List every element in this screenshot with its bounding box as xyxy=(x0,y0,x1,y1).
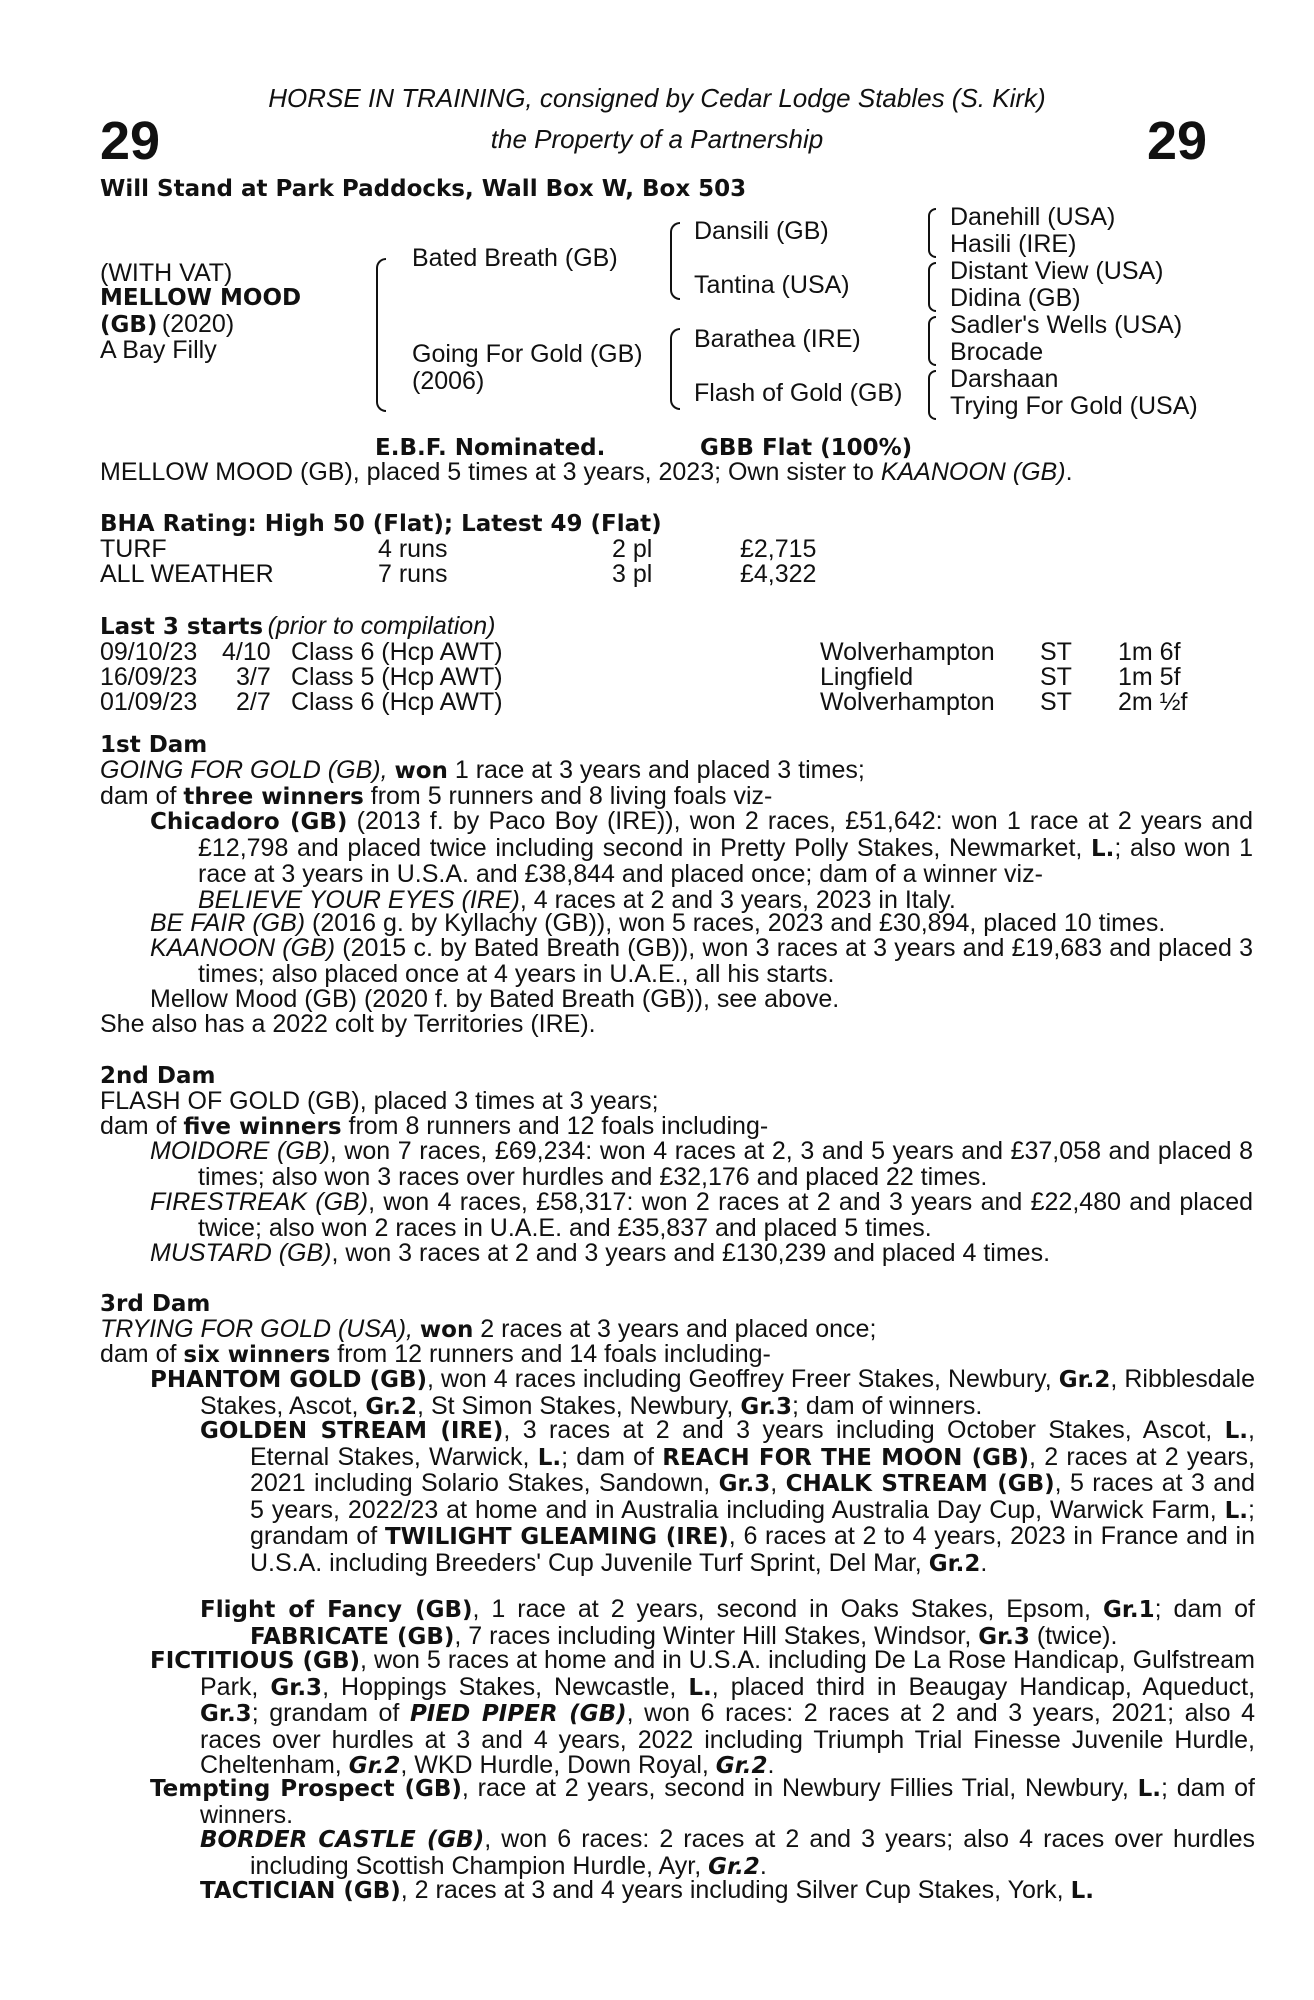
produce-record: , 2 races at 3 and 4 years including Silver Cup Stakes, York, xyxy=(400,1876,1071,1904)
produce-record: , Ribblesdale Stakes, Ascot, xyxy=(200,1365,1255,1420)
grade: L. xyxy=(688,1674,712,1701)
grade: Gr.3 xyxy=(270,1674,323,1701)
lot-number-right: 29 xyxy=(1147,111,1208,171)
produce-record: , won 6 races: 2 races at 2 and 3 years; also 4 races over hurdles including Scottish Champion Hurdle, Ayr, xyxy=(250,1825,1255,1880)
produce-name: MOIDORE (GB) xyxy=(150,1137,330,1165)
produce-moidore xyxy=(150,1139,1253,1190)
produce-border-castle xyxy=(200,1827,1255,1880)
pedigree-ds: Barathea (IRE) xyxy=(694,325,861,353)
third-dam-name: TRYING FOR GOLD (USA), xyxy=(100,1315,420,1343)
pedigree-sire: Bated Breath (GB) xyxy=(412,244,618,272)
start-distance: 2m ½f xyxy=(1118,688,1188,716)
pedigree-sss: Danehill (USA) xyxy=(950,203,1116,231)
pedigree-dss: Sadler's Wells (USA) xyxy=(950,311,1183,339)
produce-name: FIRESTREAK (GB) xyxy=(150,1188,369,1216)
pedigree-dam: Going For Gold (GB) xyxy=(412,340,643,368)
rating-runs: 4 runs xyxy=(378,535,448,563)
produce-mellow-mood: Mellow Mood (GB) (2020 f. by Bated Breath (GB)), see above. xyxy=(150,985,840,1013)
pedigree-dsd: Brocade xyxy=(950,338,1044,366)
second-dam-heading: 2nd Dam xyxy=(100,1063,216,1089)
pedigree-dd: Flash of Gold (GB) xyxy=(694,379,903,407)
produce-record: . xyxy=(980,1548,988,1577)
produce-name: Flight of Fancy (GB) xyxy=(200,1597,473,1623)
produce-name: BE FAIR (GB) xyxy=(150,909,306,937)
produce-record: , won 5 races at home and in U.S.A. including De La Rose Handicap, Gulfstream Park, xyxy=(200,1646,1255,1701)
horse-description: A Bay Filly xyxy=(100,336,217,364)
consignor-line: HORSE IN TRAINING, consigned by Cedar Lodge Stables (S. Kirk) xyxy=(268,83,1046,113)
rating-runs: 7 runs xyxy=(378,560,448,588)
grade: Gr.1 xyxy=(1102,1597,1155,1623)
horse-country: (GB) xyxy=(100,312,158,338)
start-pos: 3/7 xyxy=(236,663,271,691)
grade: Gr.2 xyxy=(715,1753,768,1779)
brace-ss xyxy=(928,208,936,258)
third-dam-heading: 3rd Dam xyxy=(100,1291,211,1317)
produce-record: , 2 races at 2 years, 2021 including Solario Stakes, Sandown, xyxy=(250,1442,1255,1497)
horse-name: MELLOW MOOD xyxy=(100,285,302,311)
grade: Gr.3 xyxy=(740,1393,793,1420)
brace-dd xyxy=(928,370,936,420)
produce-tactician xyxy=(200,1878,1255,1905)
produce-record: , 6 races at 2 to 4 years, 2023 in France and in U.S.A. including Breeders' Cup Juvenile Turf Sprint, Del Mar, xyxy=(250,1522,1255,1577)
produce-record: . xyxy=(767,1751,775,1779)
property-line: the Property of a Partnership xyxy=(490,124,824,154)
start-class: Class 5 (Hcp AWT) xyxy=(291,663,503,691)
produce-record: , 1 race at 2 years, second in Oaks Stakes, Epsom, xyxy=(472,1595,1103,1623)
first-dam-footer: She also has a 2022 colt by Territories (IRE). xyxy=(100,1010,596,1038)
produce-mustard xyxy=(150,1241,1253,1267)
text: dam of xyxy=(100,1112,184,1140)
produce-record: (2015 c. by Bated Breath (GB)), won 3 races at 3 years and £19,683 and placed 3 times; also placed once at 4 years in U.A.E., all his starts. xyxy=(198,934,1253,988)
start-date: 16/09/23 xyxy=(100,663,198,691)
produce-record: (twice). xyxy=(1029,1621,1118,1650)
start-class: Class 6 (Hcp AWT) xyxy=(291,688,503,716)
produce-record: ; also won 1 race at 3 years in U.S.A. and £38,844 and placed once; dam of a winner viz- xyxy=(198,833,1253,888)
start-course: Wolverhampton xyxy=(820,638,995,666)
grade: Gr.3 xyxy=(718,1471,771,1497)
produce-record: , 5 races at 3 and 5 years, 2022/23 at home and in Australia including Australia Day Cup, Warwick Farm, xyxy=(250,1469,1255,1524)
produce-record: , won 6 races: 2 races at 2 and 3 years, 2021; also 4 races over hurdles at 3 and 4 years, 2022 including Triumph Trial Finesse Juvenile Hurdle, Cheltenham, xyxy=(200,1699,1255,1779)
won-bold: won xyxy=(419,1317,474,1343)
produce-record: ; dam of winners. xyxy=(200,1774,1255,1829)
pedigree-dam-year: (2006) xyxy=(412,367,485,395)
grade-listed: L. xyxy=(1091,835,1115,862)
produce-record: , 4 races at 2 and 3 years, 2023 in Italy. xyxy=(519,885,956,914)
produce-record: , xyxy=(770,1469,786,1497)
produce-name: KAANOON (GB) xyxy=(150,934,336,962)
pedigree-sds: Distant View (USA) xyxy=(950,257,1164,285)
produce-record: ; dam of xyxy=(561,1442,663,1471)
produce-record: , won 4 races, £58,317: won 2 races at 2 and 3 years and £22,480 and placed twice; also won 2 races in U.A.E. and £35,837 and placed 5 times. xyxy=(198,1188,1253,1242)
produce-name: FICTITIOUS (GB) xyxy=(150,1648,360,1674)
produce-name: MUSTARD (GB) xyxy=(150,1239,332,1267)
produce-record: (2013 f. by Paco Boy (IRE)), won 2 races, £51,642: won 1 race at 2 years and £12,798 and placed twice including second in Pretty Polly Stakes, Newmarket, xyxy=(198,807,1253,862)
produce-record: ; dam of winners. xyxy=(792,1391,983,1420)
produce-record: ; dam of xyxy=(1154,1595,1255,1623)
winners-count: three winners xyxy=(183,784,364,810)
pedigree-ssd: Hasili (IRE) xyxy=(950,230,1077,258)
start-going: ST xyxy=(1040,688,1072,716)
produce-name: PHANTOM GOLD (GB) xyxy=(150,1367,428,1393)
start-distance: 1m 6f xyxy=(1118,638,1181,666)
produce-flight-of-fancy xyxy=(200,1597,1255,1650)
grade: Gr.2 xyxy=(348,1753,401,1779)
last-starts-note: (prior to compilation) xyxy=(267,612,496,640)
produce-name: REACH FOR THE MOON (GB) xyxy=(662,1444,1030,1471)
grade: L. xyxy=(1137,1776,1161,1802)
produce-name: TACTICIAN (GB) xyxy=(200,1878,401,1904)
start-going: ST xyxy=(1040,638,1072,666)
pedigree-sd: Tantina (USA) xyxy=(694,271,850,299)
horse-year: (2020) xyxy=(161,310,235,338)
produce-record: (2016 g. by Kyllachy (GB)), won 5 races, 2023 and £30,894, placed 10 times. xyxy=(305,909,1166,937)
start-distance: 1m 5f xyxy=(1118,663,1181,691)
brace-dam xyxy=(670,328,680,410)
gbb-flat: GBB Flat (100%) xyxy=(700,435,913,461)
produce-golden-stream xyxy=(200,1418,1255,1577)
grade: Gr.2 xyxy=(1058,1367,1111,1393)
rating-surface: ALL WEATHER xyxy=(100,560,274,588)
produce-name: CHALK STREAM (GB) xyxy=(785,1471,1055,1497)
vat-label: (WITH VAT) xyxy=(100,259,233,287)
produce-name: BELIEVE YOUR EYES (IRE) xyxy=(198,885,520,914)
last-starts-heading xyxy=(100,614,495,641)
produce-record: , 7 races including Winter Hill Stakes, Windsor, xyxy=(454,1621,979,1650)
produce-name: BORDER CASTLE (GB) xyxy=(200,1827,485,1853)
first-dam-name: GOING FOR GOLD (GB), xyxy=(100,756,395,784)
winners-count: five winners xyxy=(183,1114,342,1140)
pedigree-dds: Darshaan xyxy=(950,365,1059,393)
grade: L. xyxy=(1070,1878,1094,1904)
start-class: Class 6 (Hcp AWT) xyxy=(291,638,503,666)
first-dam-record: 1 race at 3 years and placed 3 times; xyxy=(447,756,865,784)
won-bold: won xyxy=(394,758,448,784)
first-dam-line1 xyxy=(100,758,865,785)
lot-number-left: 29 xyxy=(100,111,161,171)
second-dam-line1: FLASH OF GOLD (GB), placed 3 times at 3 years; xyxy=(100,1087,659,1115)
grade: Gr.2 xyxy=(365,1393,418,1420)
grade: Gr.2 xyxy=(708,1853,760,1880)
text: from 8 runners and 12 foals including- xyxy=(341,1112,769,1140)
produce-record: , won 3 races at 2 and 3 years and £130,239 and placed 4 times. xyxy=(331,1239,1051,1267)
brace-sire xyxy=(670,222,680,300)
first-dam-heading: 1st Dam xyxy=(100,732,208,758)
summary-sister: KAANOON (GB) xyxy=(880,458,1066,486)
produce-be-fair xyxy=(150,911,1253,937)
summary-text: MELLOW MOOD (GB), placed 5 times at 3 years, 2023; Own sister to xyxy=(100,458,881,486)
produce-record: , Eternal Stakes, Warwick, xyxy=(250,1416,1255,1471)
produce-record: , WKD Hurdle, Down Royal, xyxy=(400,1751,716,1779)
start-course: Lingfield xyxy=(820,663,914,691)
produce-record: ; grandam of xyxy=(251,1699,410,1727)
winners-count: six winners xyxy=(183,1342,331,1368)
start-pos: 4/10 xyxy=(222,638,271,666)
third-dam-record: 2 races at 3 years and placed once; xyxy=(473,1315,877,1343)
produce-tempting-prospect xyxy=(150,1776,1255,1828)
rating-surface: TURF xyxy=(100,535,167,563)
produce-record: , 3 races at 2 and 3 years including October Stakes, Ascot, xyxy=(503,1416,1225,1444)
grade: Gr.3 xyxy=(200,1701,252,1727)
start-pos: 2/7 xyxy=(236,688,271,716)
rating-placed: 2 pl xyxy=(612,535,653,563)
summary-end: . xyxy=(1065,458,1073,486)
produce-record: , Hoppings Stakes, Newcastle, xyxy=(322,1672,689,1701)
stand-location: Will Stand at Park Paddocks, Wall Box W, Box 503 xyxy=(100,176,747,202)
grade: Gr.2 xyxy=(928,1550,981,1577)
brace-gen1 xyxy=(376,258,386,412)
pedigree-ddd: Trying For Gold (USA) xyxy=(950,392,1198,420)
produce-firestreak xyxy=(150,1190,1253,1241)
produce-name: TWILIGHT GLEAMING (IRE) xyxy=(384,1524,729,1550)
produce-name: Tempting Prospect (GB) xyxy=(150,1776,462,1802)
produce-fictitious xyxy=(150,1648,1255,1780)
produce-record: , race at 2 years, second in Newbury Fillies Trial, Newbury, xyxy=(461,1774,1138,1802)
produce-record: , won 4 races including Geoffrey Freer Stakes, Newbury, xyxy=(427,1365,1059,1393)
produce-chicadoro xyxy=(150,809,1253,913)
grade: Gr.3 xyxy=(978,1623,1030,1650)
start-date: 01/09/23 xyxy=(100,688,198,716)
produce-record: ; grandam of xyxy=(250,1495,1255,1550)
produce-name: PIED PIPER (GB) xyxy=(409,1701,627,1727)
produce-phantom-gold xyxy=(150,1367,1255,1420)
produce-record: , won 7 races, £69,234: won 4 races at 2, 3 and 5 years and £37,058 and placed 8 times; also won 3 races over hurdles and £32,176 and placed 22 times. xyxy=(198,1137,1253,1191)
produce-record: , St Simon Stakes, Newbury, xyxy=(417,1391,741,1420)
horse-country-year xyxy=(100,312,234,339)
produce-name: Chicadoro (GB) xyxy=(150,809,348,835)
grade: L. xyxy=(537,1444,562,1471)
produce-record: . xyxy=(759,1851,767,1880)
rating-money: £2,715 xyxy=(740,535,817,563)
brace-ds xyxy=(928,316,936,366)
rating-money: £4,322 xyxy=(740,560,817,588)
produce-name: FABRICATE (GB) xyxy=(250,1623,455,1650)
bha-rating: BHA Rating: High 50 (Flat); Latest 49 (Flat) xyxy=(100,511,662,537)
start-going: ST xyxy=(1040,663,1072,691)
pedigree-sdd: Didina (GB) xyxy=(950,284,1081,312)
start-date: 09/10/23 xyxy=(100,638,198,666)
produce-name: GOLDEN STREAM (IRE) xyxy=(200,1418,504,1444)
produce-kaanoon xyxy=(150,936,1253,987)
text: dam of xyxy=(100,782,184,810)
text: dam of xyxy=(100,1340,184,1368)
brace-sd xyxy=(928,262,936,312)
horse-summary xyxy=(100,460,1073,486)
text: from 5 runners and 8 living foals viz- xyxy=(363,782,773,810)
start-course: Wolverhampton xyxy=(820,688,995,716)
text: from 12 runners and 14 foals including- xyxy=(330,1340,771,1368)
produce-record: , placed third in Beaugay Handicap, Aqueduct, xyxy=(711,1672,1256,1701)
grade: L. xyxy=(1224,1418,1249,1444)
grade: L. xyxy=(1224,1497,1249,1524)
pedigree-ss: Dansili (GB) xyxy=(694,217,829,245)
ebf-nominated: E.B.F. Nominated. xyxy=(375,435,606,461)
last-starts-title: Last 3 starts xyxy=(100,614,264,640)
rating-placed: 3 pl xyxy=(612,560,653,588)
